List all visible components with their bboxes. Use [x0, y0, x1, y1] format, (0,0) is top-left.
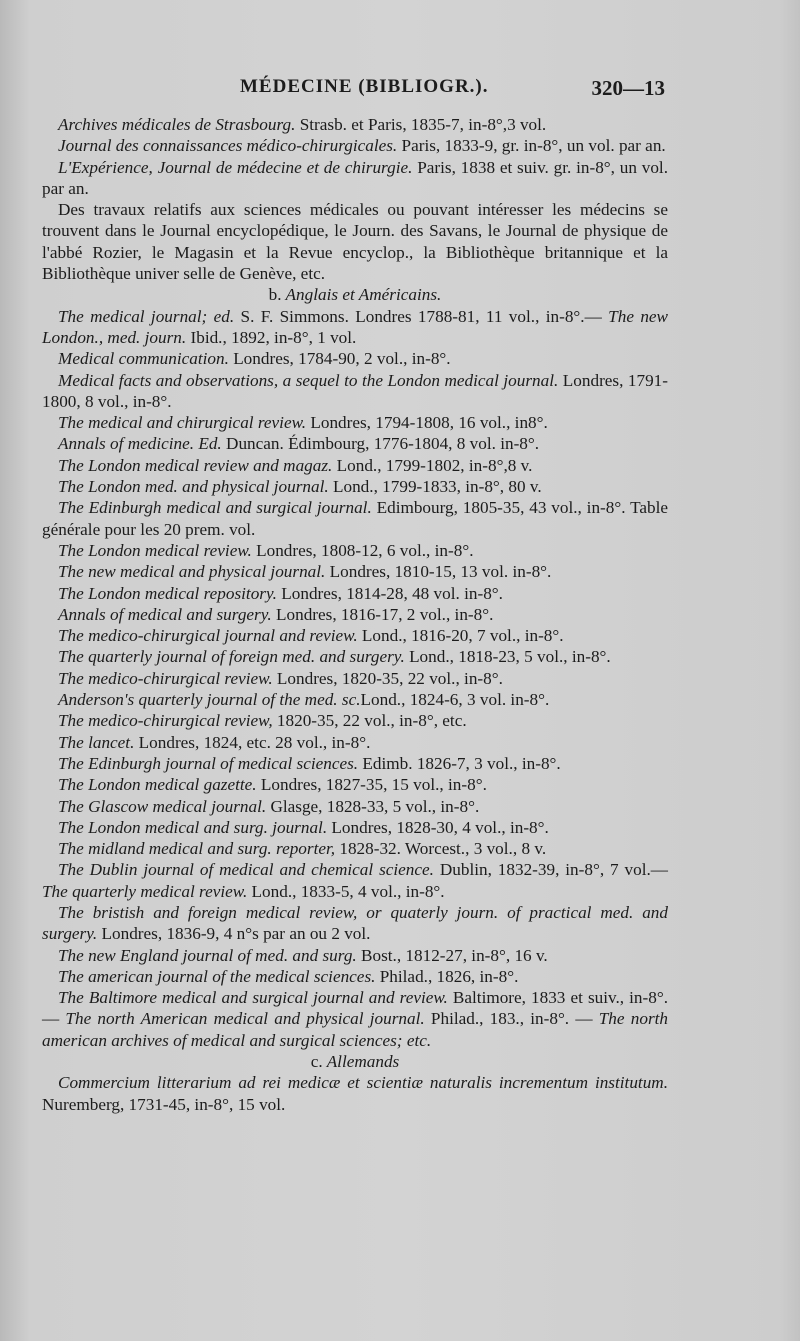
bibliography-entry [42, 306, 668, 349]
section-heading-b: b. Anglais et Américains. [268, 285, 442, 305]
entry-details: Des travaux relatifs aux sciences médicales ou pouvant intéresser les médecins se trouvent dans le Journal encyclopédique, le Journ. des Savans, le Journal de physique de l'abbé Rozier, le Magasin et la Revue encyclop., la Bibliothèque britannique et la Bibliothèque univer selle de Genève, etc. [42, 200, 668, 284]
bibliography-entry [42, 710, 668, 731]
entry-details: S. F. Simmons. Londres 1788-81, 11 vol., in-8°.— [234, 306, 609, 326]
entries-general [42, 114, 668, 284]
entry-details: 1820-35, 22 vol., in-8°, etc. [272, 711, 467, 731]
entry-details: Paris, 1833-9, gr. in-8°, un vol. par an. [397, 136, 666, 156]
entry-details: Londres, 1794-1808, 16 vol., in8°. [306, 413, 548, 433]
bibliography-entry [42, 987, 668, 1051]
bibliography-entry [42, 604, 668, 625]
entry-title: The new medical and physical journal. [58, 562, 326, 582]
bibliography-entry [42, 157, 668, 200]
entry-title: The quarterly medical review. [42, 881, 248, 901]
entry-title: The new England journal of med. and surg. [58, 945, 357, 965]
bibliography-entry [42, 583, 668, 604]
entry-details: Dublin, 1832-39, in-8°, 7 vol.— [433, 860, 668, 880]
bibliography-entry [42, 561, 668, 582]
entry-details: Philad., 1826, in-8°. [375, 966, 519, 986]
bibliography-entry [42, 945, 668, 966]
entry-details: Londres, 1824, etc. 28 vol., in-8°. [134, 732, 371, 752]
bibliography-entry [42, 348, 668, 369]
bibliography-entry [42, 753, 668, 774]
bibliography-entry [42, 497, 668, 540]
bibliography-entry [42, 774, 668, 795]
entry-details: Baltimore, 1833 et suiv., in-8°.— [42, 988, 668, 1029]
entry-details: Edimbourg, 1805-35, 43 vol., in-8°. Table générale pour les 20 prem. vol. [42, 498, 668, 539]
entry-details: Londres, 1810-15, 13 vol. in-8°. [325, 562, 552, 582]
entry-title: Medical communication. [58, 349, 229, 369]
entry-details: Londres, 1791-1800, 8 vol., in-8°. [42, 370, 668, 411]
entry-title: The London med. and physical journal. [58, 477, 329, 497]
entry-details: Edimb. 1826-7, 3 vol., in-8°. [358, 753, 561, 773]
entry-details: Lond., 1824-6, 3 vol. in-8°. [360, 690, 550, 710]
entry-details: Londres, 1827-35, 15 vol., in-8°. [256, 775, 487, 795]
entry-details: Paris, 1838 et suiv. gr. in-8°, un vol. par an. [42, 157, 668, 198]
bibliography-entry [42, 732, 668, 753]
entry-title: Annals of medical and surgery. [58, 604, 272, 624]
bibliography-entry [42, 859, 668, 902]
entry-title: The medical and chirurgical review. [58, 413, 307, 433]
entry-details: Lond., 1799-1802, in-8°,8 v. [332, 455, 533, 475]
entry-title: The quarterly journal of foreign med. and surgery. [58, 647, 405, 667]
bibliography-entry [42, 625, 668, 646]
entry-details: 1828-32. Worcest., 3 vol., 8 v. [335, 839, 547, 859]
entry-title: The north American medical and physical journal. [65, 1009, 425, 1029]
page-body [42, 114, 668, 1115]
entry-details: Londres, 1784-90, 2 vol., in-8°. [228, 349, 451, 369]
bibliography-entry [42, 646, 668, 667]
entry-details: Nuremberg, 1731-45, in-8°, 15 vol. [42, 1094, 286, 1114]
entry-title: Medical facts and observations, a sequel to the London medical journal. [58, 370, 559, 390]
entry-details: Londres, 1820-35, 22 vol., in-8°. [272, 668, 503, 688]
bibliography-entry [42, 135, 668, 156]
entry-title: The Baltimore medical and surgical journal and review. [58, 988, 448, 1008]
page-number: 320—13 [591, 76, 665, 100]
entry-title: The Edinburgh medical and surgical journal. [58, 498, 372, 518]
entry-title: The London medical gazette. [58, 775, 257, 795]
bibliography-entry [42, 817, 668, 838]
bibliography-entry [42, 902, 668, 945]
entry-title: The London medical review. [58, 540, 252, 560]
bibliography-entry [42, 114, 668, 135]
entry-title: The north american archives of medical and surgical sciences; etc. [42, 1009, 668, 1050]
entry-title: The Dublin journal of medical and chemical science. [58, 860, 434, 880]
entry-title: The London medical and surg. journal. [58, 817, 328, 837]
entry-details: Lond., 1816-20, 7 vol., in-8°. [357, 626, 564, 646]
bibliography-entry [42, 689, 668, 710]
entry-title: Journal des connaissances médico-chirurgicales. [58, 136, 398, 156]
entry-details: Lond., 1833-5, 4 vol., in-8°. [247, 881, 445, 901]
bibliography-entry [42, 838, 668, 859]
entry-details: Glasge, 1828-33, 5 vol., in-8°. [266, 796, 480, 816]
bibliography-entry [42, 455, 668, 476]
entries-anglais-americains [42, 306, 668, 1051]
entry-title: The midland medical and surg. reporter, [58, 839, 336, 859]
entry-details: Londres, 1828-30, 4 vol., in-8°. [327, 817, 549, 837]
entry-title: The Edinburgh journal of medical sciences. [58, 753, 359, 773]
bibliography-entry [42, 540, 668, 561]
entry-title: Annals of medicine. Ed. [58, 434, 222, 454]
entry-title: Commercium litterarium ad rei medicæ et scientiæ naturalis incrementum institutum. [58, 1073, 668, 1093]
bibliography-entry [42, 476, 668, 497]
entry-details: Londres, 1814-28, 48 vol. in-8°. [276, 583, 503, 603]
entry-title: The medical journal; ed. [58, 306, 235, 326]
entry-title: L'Expérience, Journal de médecine et de chirurgie. [58, 157, 413, 177]
entry-details: Lond., 1818-23, 5 vol., in-8°. [404, 647, 611, 667]
entry-details: Londres, 1816-17, 2 vol., in-8°. [271, 604, 494, 624]
entry-title: The american journal of the medical sciences. [58, 966, 376, 986]
page-header-title: MÉDECINE (BIBLIOGR.). [240, 76, 489, 97]
entry-title: The medico-chirurgical review. [58, 668, 273, 688]
entry-details: Strasb. et Paris, 1835-7, in-8°,3 vol. [295, 115, 547, 134]
bibliography-entry [42, 433, 668, 454]
entry-title: The new London., med. journ. [42, 306, 669, 347]
entries-allemands [42, 1072, 668, 1115]
bibliography-entry [42, 668, 668, 689]
entry-title: The medico-chirurgical review, [58, 711, 273, 731]
entry-title: The medico-chirurgical journal and review. [58, 626, 358, 646]
section-heading-c: c. Allemands [310, 1052, 400, 1072]
entry-title: Archives médicales de Strasbourg. [58, 115, 296, 134]
entry-title: Anderson's quarterly journal of the med. sc. [58, 690, 361, 710]
bibliography-entry [42, 199, 668, 284]
entry-title: The lancet. [58, 732, 135, 752]
bibliography-entry [42, 1072, 668, 1115]
entry-title: The London medical repository. [58, 583, 277, 603]
entry-title: The London medical review and magaz. [58, 455, 333, 475]
bibliography-entry [42, 370, 668, 413]
bibliography-entry [42, 966, 668, 987]
entry-details: Duncan. Édimbourg, 1776-1804, 8 vol. in-8°. [221, 434, 540, 454]
entry-details: Lond., 1799-1833, in-8°, 80 v. [328, 477, 542, 497]
running-header [40, 76, 665, 106]
entry-title: The Glascow medical journal. [58, 796, 267, 816]
entry-details: Philad., 183., in-8°. — [424, 1009, 599, 1029]
entry-title: The bristish and foreign medical review, or quaterly journ. of practical med. and surgery. [42, 902, 668, 944]
entry-details: Ibid., 1892, in-8°, 1 vol. [186, 327, 357, 347]
bibliography-entry [42, 796, 668, 817]
bibliography-entry [42, 412, 668, 433]
entry-details: Londres, 1836-9, 4 n°s par an ou 2 vol. [97, 924, 371, 944]
entry-details: Bost., 1812-27, in-8°, 16 v. [356, 945, 548, 965]
entry-details: Londres, 1808-12, 6 vol., in-8°. [251, 540, 474, 560]
